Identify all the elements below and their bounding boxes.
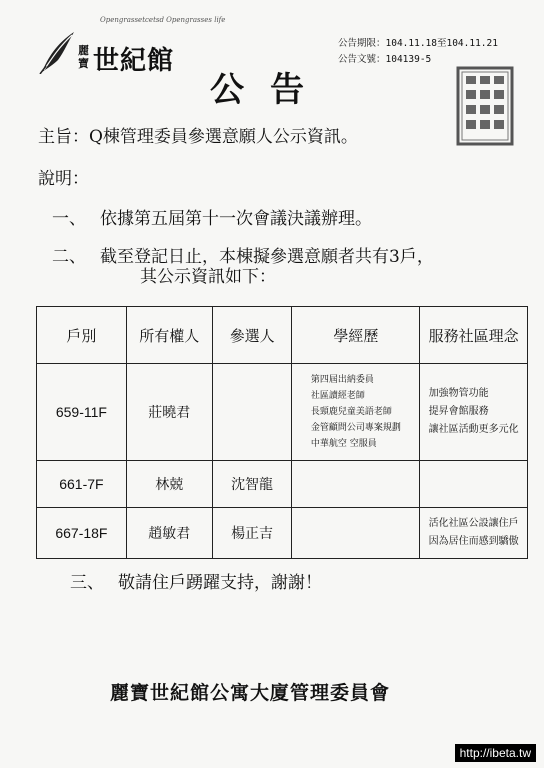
cell-unit: 661-7F: [37, 461, 127, 508]
cell-experience: 第四屆出納委員 社區讀經老師 長頸鹿兒童美語老師 金管顧問公司專案規劃 中華航空 空服員: [292, 364, 420, 461]
item-one: [52, 204, 372, 229]
candidate-table: [36, 306, 528, 559]
cell-candidate: 沈智龍: [212, 461, 292, 508]
explain-label: 說明：: [38, 169, 89, 189]
table-row: [37, 364, 528, 461]
watermark: http://ibeta.tw: [455, 744, 536, 762]
table-row: [37, 508, 528, 559]
header-candidate: 參選人: [212, 307, 292, 364]
subject-line: 主旨：Q棟管理委員參選意願人公示資訊。: [38, 127, 358, 147]
feather-logo-icon: [38, 28, 78, 74]
issuer-signature: 麗寶世紀館公寓大廈管理委員會: [110, 682, 391, 704]
item-text: 依據第五屆第十一次會議決議辦理。: [100, 209, 372, 229]
page-title: 公告: [210, 70, 330, 110]
table-row: [37, 461, 528, 508]
notice-meta: [338, 36, 498, 68]
logo-small-text: 麗寶: [78, 44, 89, 70]
table-header-row: [37, 307, 528, 364]
official-seal-stamp: [456, 66, 514, 146]
cell-owner: 林兢: [126, 461, 212, 508]
cell-concept: 加強物管功能 提昇會館服務 讓社區活動更多元化: [420, 364, 528, 461]
item-two-continued: 其公示資訊如下：: [140, 267, 276, 287]
cell-candidate: 楊正吉: [212, 508, 292, 559]
notice-period: 公告期限：104.11.18至104.11.21: [338, 38, 498, 49]
logo-script-text: Opengrassetcetsd Opengrasses life: [100, 16, 226, 24]
cell-experience: [292, 508, 420, 559]
item-number: 二、: [52, 247, 86, 267]
item-number: 一、: [52, 209, 86, 229]
cell-owner: 趙敏君: [126, 508, 212, 559]
header-concept: 服務社區理念: [420, 307, 528, 364]
cell-candidate: [212, 364, 292, 461]
notice-doc-number: 公告文號：104139-5: [338, 54, 432, 65]
cell-owner: 莊曉君: [126, 364, 212, 461]
header-owner: 所有權人: [126, 307, 212, 364]
header-unit: 戶別: [37, 307, 127, 364]
item-number: 三、: [70, 573, 104, 593]
item-text: 截至登記日止，本棟擬參選意願者共有3戶，: [100, 247, 434, 267]
logo-big-text: 世紀館: [93, 46, 175, 76]
cell-unit: 659-11F: [37, 364, 127, 461]
cell-concept: [420, 461, 528, 508]
item-text: 敬請住戶踴躍支持，謝謝！: [118, 573, 322, 593]
cell-concept: 活化社區公設讓住戶 因為居住而感到驕傲: [420, 508, 528, 559]
item-three: [70, 568, 322, 593]
cell-unit: 667-18F: [37, 508, 127, 559]
header-experience: 學經歷: [292, 307, 420, 364]
cell-experience: [292, 461, 420, 508]
logo: [38, 14, 226, 84]
